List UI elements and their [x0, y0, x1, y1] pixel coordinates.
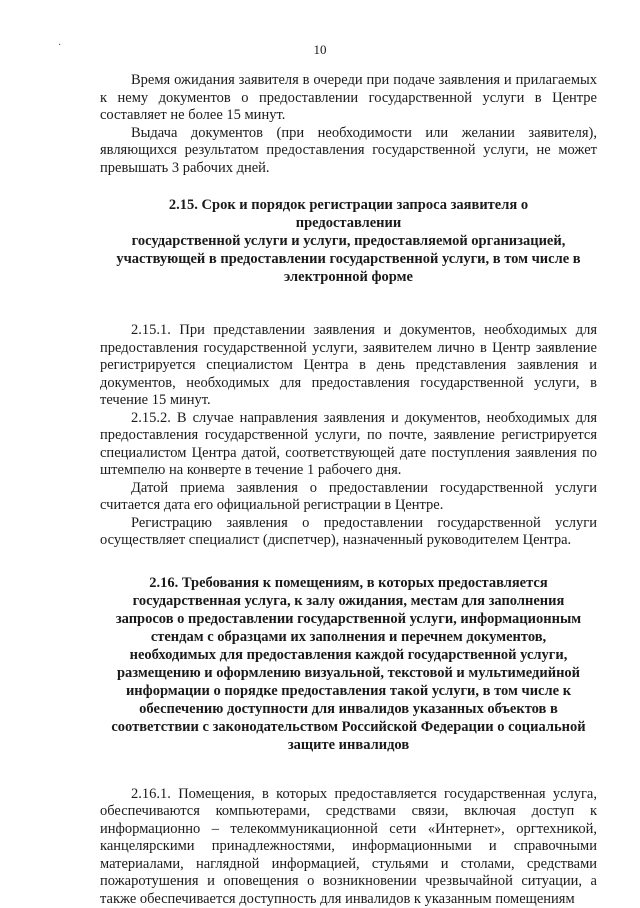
heading-line: 2.16. Требования к помещениям, в которых предоставляется [149, 575, 547, 591]
heading-line: информации о порядке предоставления такой услуги, в том числе к [126, 683, 571, 699]
paragraph-document-issue: Выдача документов (при необходимости или желании заявителя), являющихся результатом предоставления государственной услуги, не может превышать 3 рабочих дней. [100, 125, 597, 178]
section-heading-2-16 [100, 574, 597, 754]
paragraph-registration-dispatcher: Регистрацию заявления о предоставлении государственной услуги осуществляет специалист (диспетчер), назначенный руководителем Центра. [100, 515, 597, 550]
heading-line: необходимых для предоставления каждой государственной услуги, [130, 647, 568, 663]
heading-line: защите инвалидов [288, 737, 409, 753]
heading-line: соответствии с законодательством Российской Федерации о социальной [111, 719, 585, 735]
paragraph-2-16-1: 2.16.1. Помещения, в которых предоставляется государственная услуга, обеспечиваются компьютерами, средствами связи, включая доступ к информационно – телекоммуникационной сети «Интернет», оргтехникой, канцелярскими принадлежностями, информационными и справочными материалами, наглядной информацией, стульями и столами, средствами пожаротушения и оповещения о возникновении чрезвычайной ситуации, а также обеспечивается доступность для инвалидов к указанным помещениям [100, 786, 597, 908]
heading-line: предоставлении [296, 215, 402, 231]
paragraph-queue-time: Время ожидания заявителя в очереди при подаче заявления и прилагаемых к нему документов о предоставлении государственной услуги в Центре составляет не более 15 минут. [100, 72, 597, 125]
document-body [100, 72, 597, 908]
page-number: 10 [0, 42, 640, 58]
heading-line: участвующей в предоставлении государственной услуги, в том числе в [116, 251, 580, 267]
scan-dot-mark: · [58, 40, 61, 51]
heading-line: электронной форме [284, 269, 413, 285]
heading-line: государственной услуги и услуги, предоставляемой организацией, [132, 233, 566, 249]
paragraph-2-15-1: 2.15.1. При представлении заявления и документов, необходимых для предоставления государственной услуги, заявителем лично в Центр заявление регистрируется специалистом Центра в день представления заявления и документов, необходимых для предоставления государственной услуги, в течение 15 минут. [100, 322, 597, 410]
paragraph-2-15-2: 2.15.2. В случае направления заявления и документов, необходимых для предоставления государственной услуги, по почте, заявление регистрируется специалистом Центра датой, соответствующей дате поступления заявления по штемпелю на конверте в течение 1 рабочего дня. [100, 410, 597, 480]
heading-line: стендам с образцами их заполнения и перечнем документов, [151, 629, 546, 645]
heading-line: государственная услуга, к залу ожидания, местам для заполнения [133, 593, 565, 609]
heading-line: 2.15. Срок и порядок регистрации запроса заявителя о [169, 197, 528, 213]
section-heading-2-15 [100, 196, 597, 286]
heading-line: обеспечению доступности для инвалидов указанных объектов в [139, 701, 558, 717]
heading-line: запросов о предоставлении государственной услуги, информационным [116, 611, 581, 627]
heading-line: размещению и оформлению визуальной, текстовой и мультимедийной [117, 665, 580, 681]
paragraph-receipt-date: Датой приема заявления о предоставлении государственной услуги считается дата его официальной регистрации в Центре. [100, 480, 597, 515]
